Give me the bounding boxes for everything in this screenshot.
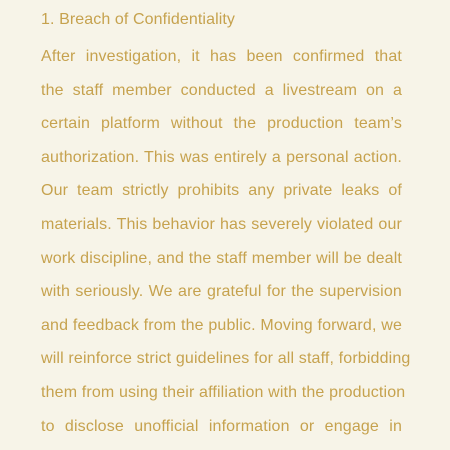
body-line: will reinforce strict guidelines for all staff, forbidding	[41, 350, 411, 368]
body-line: and feedback from the public. Moving forward, we	[41, 316, 402, 334]
body-line: Our team strictly prohibits any private leaks of	[41, 182, 402, 200]
body-line: authorization. This was entirely a personal action.	[41, 148, 402, 166]
body-line: with seriously. We are grateful for the supervision	[41, 283, 402, 301]
body-line: them from using their affiliation with the production	[41, 383, 406, 401]
body-line: to disclose unofficial information or engage in	[41, 417, 402, 435]
body-line: work discipline, and the staff member will be dealt	[41, 249, 402, 267]
section-body	[41, 43, 411, 446]
body-line: materials. This behavior has severely violated our	[41, 215, 402, 233]
body-line: After investigation, it has been confirmed that	[41, 48, 402, 65]
section-heading: 1. Breach of Confidentiality	[41, 11, 236, 28]
body-line: the staff member conducted a livestream on a	[41, 81, 402, 99]
body-line: certain platform without the production team’s	[41, 115, 402, 133]
